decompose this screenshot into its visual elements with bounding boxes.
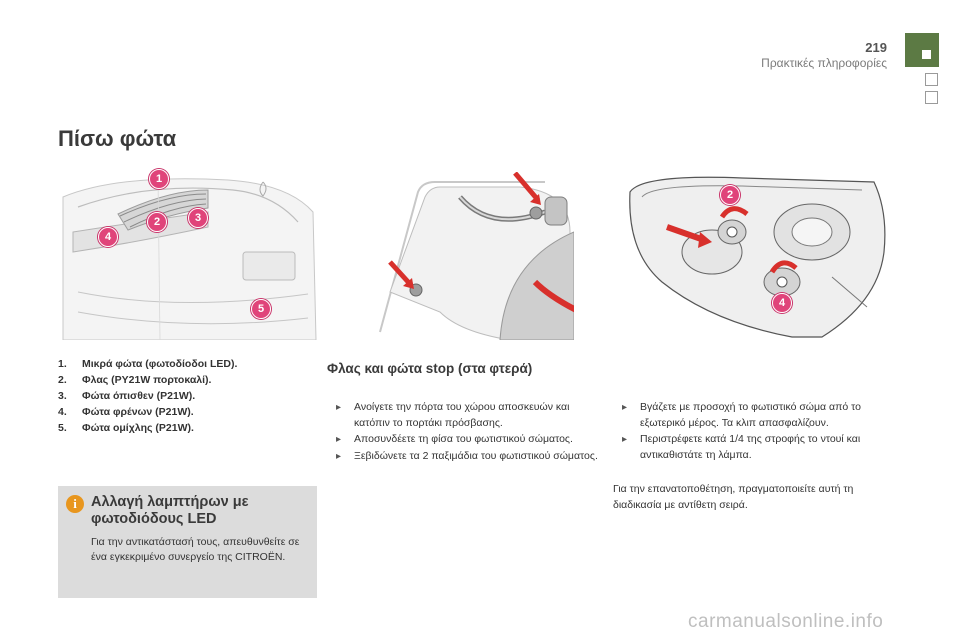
access-hatch-drawing	[340, 172, 574, 340]
led-info-box	[58, 486, 317, 598]
steps-right-list	[622, 400, 884, 464]
step-text: Περιστρέφετε κατά 1/4 της στροφής το ντουί και αντικαθιστάτε τη λάμπα.	[640, 433, 861, 461]
bullet-icon: ▸	[336, 402, 342, 413]
rear-lights-drawing	[58, 172, 318, 340]
info-box-text: Για την αντικατάστασή τους, απευθυνθείτε σε ένα εγκεκριμένο συνεργείο της CITROËN.	[91, 536, 300, 563]
list-item-number: 2.	[58, 374, 67, 386]
chapter-title: Πρακτικές πληροφορίες	[761, 56, 887, 70]
callout-2: 2	[147, 212, 167, 232]
list-item-text: Φώτα φρένων (P21W).	[82, 406, 194, 418]
chapter-tab-empty-2[interactable]	[925, 91, 938, 104]
page-number: 219	[865, 40, 887, 55]
page-title: Πίσω φώτα	[58, 126, 177, 151]
list-item	[58, 388, 318, 404]
watermark: carmanualsonline.info	[688, 611, 884, 632]
bullet-icon: ▸	[336, 434, 342, 445]
chapter-tab[interactable]	[905, 33, 939, 67]
list-item	[622, 432, 884, 463]
callout-4: 4	[98, 227, 118, 247]
callout-5: 5	[251, 299, 271, 319]
access-hatch-figure	[340, 172, 574, 340]
list-item	[336, 449, 606, 465]
list-item-text: Φώτα ομίχλης (P21W).	[82, 422, 194, 434]
list-item-number: 5.	[58, 422, 67, 434]
reassembly-note: Για την επανατοποθέτηση, πραγματοποιείτε αυτή τη διαδικασία με αντίθετη σειρά.	[613, 483, 854, 511]
lamp-unit-drawing	[622, 172, 892, 340]
list-item-number: 1.	[58, 358, 67, 370]
list-item	[58, 356, 318, 372]
lamp-unit-figure	[622, 172, 892, 340]
list-item	[58, 372, 318, 388]
callout-1: 1	[149, 169, 169, 189]
steps-left-list	[336, 400, 606, 465]
list-item-text: Φώτα όπισθεν (P21W).	[82, 390, 196, 402]
callout-3: 3	[188, 208, 208, 228]
list-item-number: 3.	[58, 390, 67, 402]
info-icon: i	[66, 495, 84, 513]
list-item	[622, 400, 884, 431]
step-text: Ανοίγετε την πόρτα του χώρου αποσκευών και κατόπιν το πορτάκι πρόσβασης.	[354, 401, 570, 429]
bullet-icon: ▸	[336, 450, 342, 462]
info-box-title: Αλλαγή λαμπτήρων με φωτοδιόδους LED	[91, 494, 249, 527]
list-item-number: 4.	[58, 406, 67, 418]
step-text: Ξεβιδώνετε τα 2 παξιμάδια του φωτιστικού σώματος.	[354, 449, 598, 462]
callout-4-lamp: 4	[772, 293, 792, 313]
list-item	[58, 404, 318, 420]
bullet-icon: ▸	[622, 402, 628, 413]
bullet-icon: ▸	[622, 434, 628, 445]
list-item	[336, 432, 606, 448]
section-title: Φλας και φώτα stop (στα φτερά)	[327, 361, 533, 376]
list-item	[58, 420, 318, 436]
list-item-text: Φλας (PY21W πορτοκαλί).	[82, 374, 212, 386]
list-item-text: Μικρά φώτα (φωτοδίοδοι LED).	[82, 358, 238, 370]
step-text: Βγάζετε με προσοχή το φωτιστικό σώμα από το εξωτερικό μέρος. Τα κλιπ απασφαλίζουν.	[640, 401, 861, 429]
list-item	[336, 400, 606, 431]
lamp-parts-list	[58, 356, 318, 436]
chapter-tab-empty-1[interactable]	[925, 73, 938, 86]
callout-2-lamp: 2	[720, 185, 740, 205]
step-text: Αποσυνδέετε τη φίσα του φωτιστικού σώματος.	[354, 433, 573, 445]
rear-lights-figure	[58, 172, 318, 340]
chapter-tab-marker	[922, 50, 931, 59]
